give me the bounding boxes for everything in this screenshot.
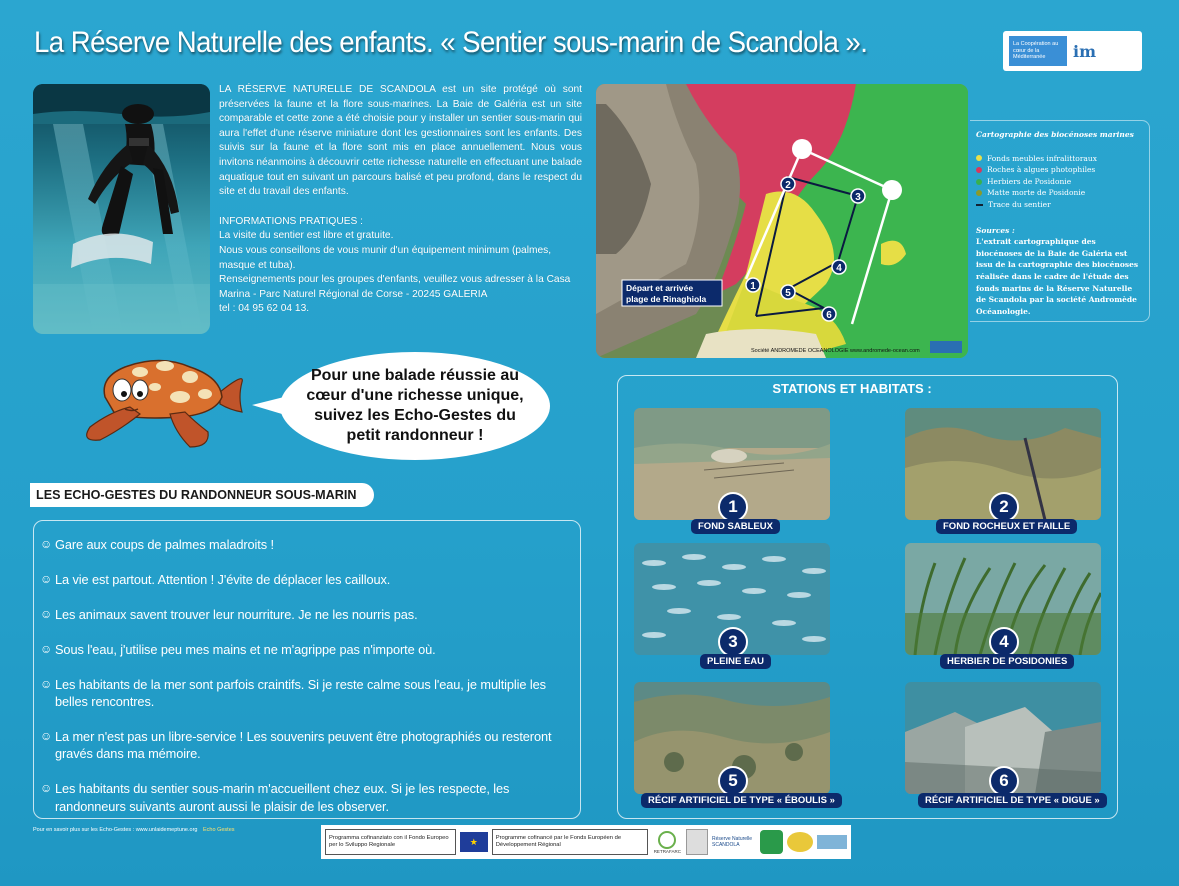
legend-line-swatch <box>976 204 983 206</box>
footer-link-text[interactable]: Pour en savoir plus sur les Echo-Gestes : www.unlaidemeptune.org <box>33 827 198 833</box>
retrafarc-icon <box>658 831 676 849</box>
fish-logo <box>817 835 847 849</box>
feder-fr-box: Programme cofinancé par le Fonds Européen de Développement Régional <box>492 829 649 855</box>
smiley-icon: ☺ <box>40 537 53 551</box>
map-start-label-1: Départ et arrivée <box>626 283 694 293</box>
legend-label: Fonds meubles infralittoraux <box>987 153 1097 163</box>
smiley-icon: ☺ <box>40 571 53 586</box>
map-marker-5: 5 <box>785 288 791 299</box>
legend-label: Herbiers de Posidonie <box>987 176 1072 186</box>
smiley-icon: ☺ <box>40 606 53 621</box>
smiley-icon: ☺ <box>40 676 53 691</box>
echo-geste-text: Les animaux savent trouver leur nourriture. Je ne les nourris pas. <box>55 606 418 622</box>
info-title: INFORMATIONS PRATIQUES : <box>219 215 363 227</box>
map-credit: Société ANDROMEDE OCEANOLOGIE www.andromede-ocean.com <box>751 348 920 354</box>
intro-lead: LA RÉSERVE NATURELLE DE SCANDOLA <box>219 84 436 95</box>
list-item <box>40 641 566 658</box>
legend-item <box>976 187 1141 199</box>
legend-item <box>976 176 1141 188</box>
station-number-3: 3 <box>718 627 748 657</box>
legend-swatch <box>976 167 982 173</box>
sun-logo <box>787 832 813 852</box>
smiley-icon: ☺ <box>40 728 53 743</box>
list-item <box>40 780 566 815</box>
echo-geste-text: Les habitants de la mer sont parfois craintifs. Si je reste calme sous l'eau, je multiplie les belles rencontres. <box>55 676 546 710</box>
fish-mascot <box>70 352 250 452</box>
legend-swatch <box>976 190 982 196</box>
echo-gestes-logo: Echo Gestes <box>203 827 235 833</box>
map-marker-3: 3 <box>855 192 861 203</box>
cooperation-logo <box>1003 31 1142 71</box>
legend-label: Roches à algues photophiles <box>987 165 1096 175</box>
sources-title: Sources : <box>976 225 1015 235</box>
stations-title: STATIONS ET HABITATS : <box>772 381 932 396</box>
smiley-icon: ☺ <box>40 781 53 796</box>
smiley-icon: ☺ <box>40 641 53 656</box>
legend-item <box>976 153 1141 165</box>
station-label-5: RÉCIF ARTIFICIEL DE TYPE « ÉBOULIS » <box>641 793 842 808</box>
map-marker-6: 6 <box>826 310 832 321</box>
corsica-logo <box>760 830 784 854</box>
map-legend <box>970 120 1150 322</box>
legend-label: Trace du sentier <box>988 199 1051 209</box>
cooperation-logo-text: La Coopération au cœur de la Méditerranée <box>1009 36 1067 66</box>
legend-item <box>976 199 1141 211</box>
station-label-3: PLEINE EAU <box>700 654 771 669</box>
legend-swatch <box>976 179 982 185</box>
speech-bubble <box>280 352 550 460</box>
legend-item <box>976 164 1141 176</box>
legend-title: Cartographie des biocénoses marines <box>976 130 1134 139</box>
bubble-text: Pour une balade réussie au cœur d'une richesse unique, suivez les Echo-Gestes du petit randonneur ! <box>306 367 524 444</box>
station-number-5: 5 <box>718 766 748 796</box>
legend-swatch <box>976 155 982 161</box>
footer-link[interactable] <box>33 827 235 833</box>
map-start-label-2: plage de Rinaghiola <box>626 294 707 304</box>
echo-geste-text: Gare aux coups de palmes maladroits ! <box>55 537 274 552</box>
building-logo <box>686 829 708 855</box>
retrafarc-logo <box>652 831 682 854</box>
sources-text: L'extrait cartographique des biocénoses de la Baie de Galéria est issu de la cartographie des biocénoses réalisée dans le cadre de l'étude des fonds marins de la Réserve Naturelle de Scandola par la société Andromède Océanologie. <box>976 237 1139 316</box>
echo-gestes-list <box>33 520 581 819</box>
list-item <box>40 571 566 588</box>
feder-it-box: Programma cofinanziato con il Fondo Europeo per lo Sviluppo Regionale <box>325 829 456 855</box>
intro-paragraph <box>219 83 582 200</box>
page-title: La Réserve Naturelle des enfants. « Sentier sous-marin de Scandola ». <box>34 26 868 59</box>
station-label-6: RÉCIF ARTIFICIEL DE TYPE « DIGUE » <box>918 793 1107 808</box>
intro-text <box>219 83 582 317</box>
retrafarc-text: RETRAFARC <box>653 848 681 854</box>
list-item <box>40 536 566 553</box>
eu-flag-icon: ★ <box>460 832 488 852</box>
echo-geste-text: La vie est partout. Attention ! J'évite de déplacer les cailloux. <box>55 571 391 587</box>
info-line: La visite du sentier est libre et gratuite. <box>219 230 394 242</box>
echo-geste-text: Sous l'eau, j'utilise peu mes mains et ne m'agrippe pas n'importe où. <box>55 641 436 657</box>
habitat-map <box>596 84 968 358</box>
info-line: tel : 04 95 62 04 13. <box>219 303 310 315</box>
list-item <box>40 606 566 623</box>
scandola-logo: Réserve Naturelle SCANDOLA <box>712 836 753 848</box>
echo-gestes-header: LES ECHO-GESTES DU RANDONNEUR SOUS-MARIN <box>30 483 374 507</box>
map-marker-1: 1 <box>750 281 756 292</box>
station-number-2: 2 <box>989 492 1019 522</box>
station-number-1: 1 <box>718 492 748 522</box>
station-number-4: 4 <box>989 627 1019 657</box>
echo-geste-text: Les habitants du sentier sous-marin m'accueillent chez eux. Si je les respecte, les randonneurs suivants auront aussi le plaisir de les observer. <box>55 781 510 814</box>
echo-geste-text: La mer n'est pas un libre-service ! Les souvenirs peuvent être photographiés ou resteront gravés dans ma mémoire. <box>55 728 552 762</box>
station-label-1: FOND SABLEUX <box>691 519 780 534</box>
station-number-6: 6 <box>989 766 1019 796</box>
map-marker-4: 4 <box>836 263 842 274</box>
info-line: Renseignements pour les groupes d'enfants, veuillez vous adresser à la Casa Marina - Parc Naturel Régional de Corse - 20245 GALERIA <box>219 274 571 300</box>
intro-body: est un site protégé où sont préservées la faune et la flore sous-marines. La Baie de Galéria est un site comparable et cette zone a été choisie pour y installer un sentier sous-marin qui aura l'effet d'une réserve miniature dont les gestionnaires sont les enfants. Des suivis sur la faune et la flore sont mis en place annuellement. Nous vous invitons néanmoins à découvrir cette richesse naturelle en effectuant une balade aquatique tout en suivant un parcours balisé et peu profond, dans le respect du site et du travail des enfants. <box>219 84 582 198</box>
station-label-2: FOND ROCHEUX ET FAILLE <box>936 519 1077 534</box>
list-item <box>40 676 566 711</box>
diver-photo <box>33 84 210 334</box>
map-marker-2: 2 <box>785 180 791 191</box>
station-label-4: HERBIER DE POSIDONIES <box>940 654 1074 669</box>
info-block <box>219 215 582 317</box>
im-logo: im <box>1073 41 1097 61</box>
legend-label: Matte morte de Posidonie <box>987 188 1086 198</box>
info-line: Nous vous conseillons de vous munir d'un équipement minimum (palmes, masque et tuba). <box>219 244 552 271</box>
partner-logos <box>321 825 851 859</box>
list-item <box>40 728 566 763</box>
